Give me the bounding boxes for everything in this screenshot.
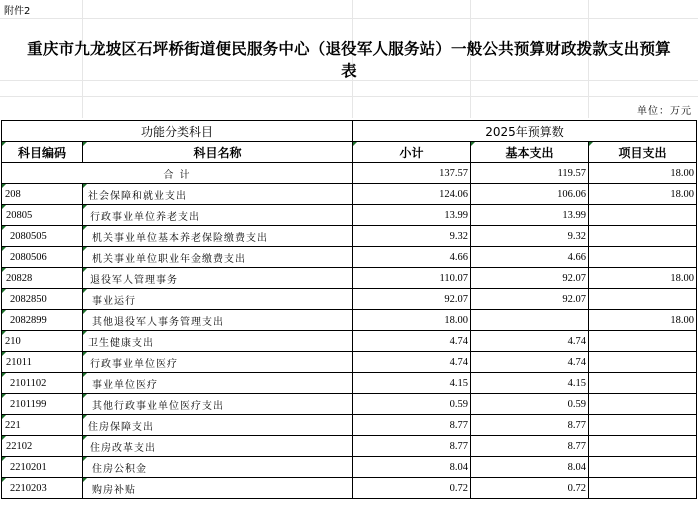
project-cell [589, 478, 697, 499]
subtotal-cell: 4.66 [353, 247, 471, 268]
project-cell [589, 331, 697, 352]
code-cell: 2082850 [2, 289, 83, 310]
title-line-1: 重庆市九龙坡区石坪桥街道便民服务中心（退役军人服务站）一般公共预算财政拨款支出预算 [27, 40, 671, 58]
project-cell [589, 457, 697, 478]
basic-cell: 4.15 [471, 373, 589, 394]
code-cell: 2210203 [2, 478, 83, 499]
code-cell: 20805 [2, 205, 83, 226]
project-cell [589, 415, 697, 436]
subtotal-cell: 4.15 [353, 373, 471, 394]
total-basic: 119.57 [471, 163, 589, 184]
basic-cell: 92.07 [471, 289, 589, 310]
attachment-label: 附件2 [4, 6, 31, 17]
basic-cell: 106.06 [471, 184, 589, 205]
header-project: 项目支出 [589, 142, 697, 163]
basic-cell: 4.66 [471, 247, 589, 268]
budget-table [1, 120, 697, 499]
basic-cell: 13.99 [471, 205, 589, 226]
table-row [2, 457, 697, 478]
basic-cell: 9.32 [471, 226, 589, 247]
project-cell [589, 394, 697, 415]
code-cell: 2082899 [2, 310, 83, 331]
header-function-class: 功能分类科目 [2, 121, 353, 142]
table-row [2, 373, 697, 394]
page-title [0, 38, 698, 82]
basic-cell: 0.72 [471, 478, 589, 499]
code-cell: 2101199 [2, 394, 83, 415]
table-row [2, 289, 697, 310]
project-cell [589, 373, 697, 394]
project-cell [589, 226, 697, 247]
subtotal-cell: 92.07 [353, 289, 471, 310]
project-cell [589, 352, 697, 373]
project-cell: 18.00 [589, 268, 697, 289]
subtotal-cell: 8.77 [353, 436, 471, 457]
name-cell: 行政事业单位医疗 [83, 352, 353, 373]
project-cell: 18.00 [589, 310, 697, 331]
basic-cell: 0.59 [471, 394, 589, 415]
name-cell: 住房改革支出 [83, 436, 353, 457]
code-cell: 20828 [2, 268, 83, 289]
basic-cell: 4.74 [471, 352, 589, 373]
header-name: 科目名称 [83, 142, 353, 163]
project-cell [589, 436, 697, 457]
grid-line [0, 18, 698, 19]
basic-cell: 92.07 [471, 268, 589, 289]
name-cell: 社会保障和就业支出 [83, 184, 353, 205]
name-cell: 住房保障支出 [83, 415, 353, 436]
code-cell: 2210201 [2, 457, 83, 478]
subtotal-cell: 124.06 [353, 184, 471, 205]
header-budget-year: 2025年预算数 [353, 121, 697, 142]
table-row [2, 352, 697, 373]
code-cell: 2080505 [2, 226, 83, 247]
table-row [2, 247, 697, 268]
code-cell: 22102 [2, 436, 83, 457]
table-row [2, 478, 697, 499]
header-code: 科目编码 [2, 142, 83, 163]
basic-cell: 8.04 [471, 457, 589, 478]
name-cell: 退役军人管理事务 [83, 268, 353, 289]
subtotal-cell: 4.74 [353, 331, 471, 352]
table-row [2, 184, 697, 205]
project-cell [589, 289, 697, 310]
grid-line [0, 96, 698, 97]
subtotal-cell: 9.32 [353, 226, 471, 247]
table-row [2, 394, 697, 415]
subtotal-cell: 0.72 [353, 478, 471, 499]
basic-cell: 8.77 [471, 415, 589, 436]
title-line-2: 表 [341, 62, 357, 80]
table-row [2, 310, 697, 331]
code-cell: 210 [2, 331, 83, 352]
code-cell: 2101102 [2, 373, 83, 394]
name-cell: 卫生健康支出 [83, 331, 353, 352]
total-label: 合计 [2, 163, 353, 184]
name-cell: 机关事业单位职业年金缴费支出 [83, 247, 353, 268]
name-cell: 机关事业单位基本养老保险缴费支出 [83, 226, 353, 247]
table-row [2, 268, 697, 289]
subtotal-cell: 13.99 [353, 205, 471, 226]
name-cell: 行政事业单位养老支出 [83, 205, 353, 226]
total-row [2, 163, 697, 184]
table-row [2, 331, 697, 352]
name-cell: 事业运行 [83, 289, 353, 310]
subtotal-cell: 8.04 [353, 457, 471, 478]
header-subtotal: 小计 [353, 142, 471, 163]
name-cell: 事业单位医疗 [83, 373, 353, 394]
project-cell: 18.00 [589, 184, 697, 205]
name-cell: 住房公积金 [83, 457, 353, 478]
basic-cell [471, 310, 589, 331]
subtotal-cell: 110.07 [353, 268, 471, 289]
total-project: 18.00 [589, 163, 697, 184]
table-row [2, 436, 697, 457]
code-cell: 2080506 [2, 247, 83, 268]
name-cell: 其他退役军人事务管理支出 [83, 310, 353, 331]
subtotal-cell: 4.74 [353, 352, 471, 373]
table-row [2, 226, 697, 247]
unit-label: 单位：万元 [637, 106, 692, 117]
subtotal-cell: 18.00 [353, 310, 471, 331]
subtotal-cell: 8.77 [353, 415, 471, 436]
code-cell: 21011 [2, 352, 83, 373]
total-subtotal: 137.57 [353, 163, 471, 184]
table-row [2, 415, 697, 436]
table-row [2, 205, 697, 226]
code-cell: 208 [2, 184, 83, 205]
project-cell [589, 247, 697, 268]
name-cell: 购房补贴 [83, 478, 353, 499]
basic-cell: 4.74 [471, 331, 589, 352]
subtotal-cell: 0.59 [353, 394, 471, 415]
name-cell: 其他行政事业单位医疗支出 [83, 394, 353, 415]
project-cell [589, 205, 697, 226]
code-cell: 221 [2, 415, 83, 436]
header-basic: 基本支出 [471, 142, 589, 163]
basic-cell: 8.77 [471, 436, 589, 457]
